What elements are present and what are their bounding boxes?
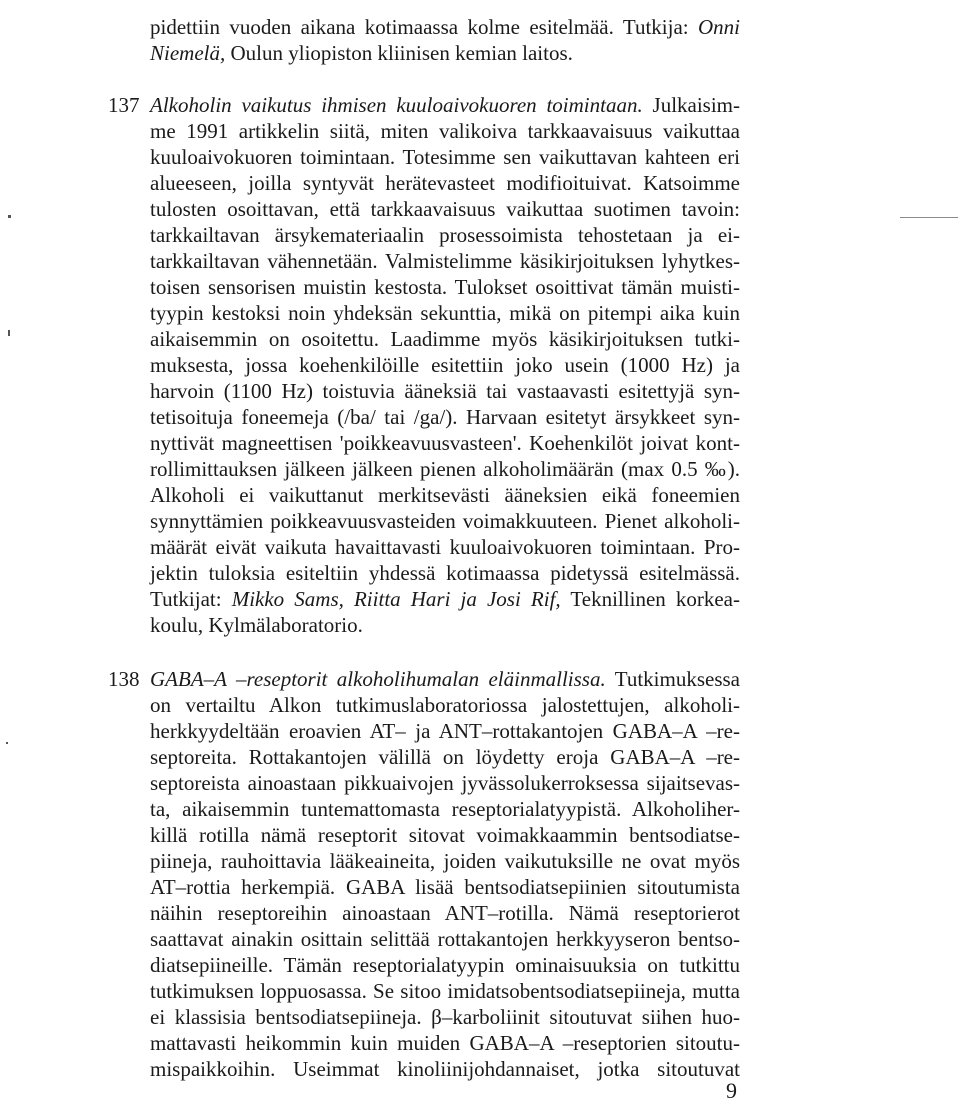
text-line: näihin reseptoreihin ainoastaan ANT–rotilla. Nämä reseptorierot bbox=[150, 901, 740, 925]
text-line: Alkoholi ei vaikuttanut merkitsevästi ääneksien eikä foneemien bbox=[150, 483, 740, 507]
text-line: on vertailtu Alkon tutkimuslaboratoriossa jalostettujen, alkoholi- bbox=[150, 693, 740, 717]
text-line: herkkyydeltään eroavien AT– ja ANT–rottakantojen GABA–A –re- bbox=[150, 719, 740, 743]
text-line: rollimittauksen jälkeen jälkeen pienen alkoholimäärän (max 0.5 ‰). bbox=[150, 457, 740, 481]
text-line: Tutkijat: Mikko Sams, Riitta Hari ja Josi Rif, Teknillinen korkea- bbox=[150, 587, 740, 611]
text-line: Niemelä, Oulun yliopiston kliinisen kemian laitos. bbox=[150, 41, 573, 65]
entry-title-line: GABA–A –reseptorit alkoholihumalan eläinmallissa. Tutkimuksessa bbox=[150, 667, 740, 691]
text-line: tarkkailtavan vähennetään. Valmistelimme käsikirjoituksen lyhytkes- bbox=[150, 249, 740, 273]
text-line: nyttivät magneettisen 'poikkeavuusvasteen'. Koehenkilöt joivat kont- bbox=[150, 431, 740, 455]
text-line: tarkkailtavan ärsykemateriaalin prosessoimista tehostetaan ja ei- bbox=[150, 223, 740, 247]
text-line: tetisoituja foneemeja (/ba/ tai /ga/). Harvaan esitetyt ärsykkeet syn- bbox=[150, 405, 740, 429]
text-line: harvoin (1100 Hz) toistuvia ääneksiä tai vastaavasti esitettyjä syn- bbox=[150, 379, 740, 403]
text-line: AT–rottia herkempiä. GABA lisää bentsodiatsepiinien sitoutumista bbox=[150, 875, 740, 899]
text-line: jektin tuloksia esiteltiin yhdessä kotimaassa pidetyssä esitelmässä. bbox=[150, 561, 740, 585]
entry-title-line: Alkoholin vaikutus ihmisen kuuloaivokuoren toimintaan. Julkaisim- bbox=[150, 93, 741, 117]
entry-title: Alkoholin vaikutus ihmisen kuuloaivokuoren toimintaan. bbox=[150, 93, 643, 117]
text-line: ei klassisia bentsodiatsepiineja. β–karboliinit sitoutuvat siihen huo- bbox=[150, 1005, 740, 1029]
text-line: aikaisemmin on osoitettu. Laadimme myös käsikirjoituksen tutki- bbox=[150, 327, 740, 351]
text-line: ta, aikaisemmin tuntemattomasta reseptorialatyypistä. Alkoholiher- bbox=[150, 797, 740, 821]
text-line: septoreista ainoastaan pikkuaivojen jyvässolukerroksessa sijaitsevas- bbox=[150, 771, 740, 795]
text-line: saattavat ainakin osittain selittää rottakantojen herkkyyseron bentso- bbox=[150, 927, 740, 951]
scan-mark bbox=[8, 330, 10, 336]
scan-mark bbox=[6, 742, 8, 744]
text-line: synnyttämien poikkeavuusvasteiden voimakkuuteen. Pienet alkoholi- bbox=[150, 509, 740, 533]
text-line: mattavasti heikommin kuin muiden GABA–A –reseptorien sitoutu- bbox=[150, 1031, 740, 1055]
scan-mark bbox=[900, 217, 958, 218]
entry-number: 138 bbox=[108, 667, 140, 691]
text-line: alueeseen, joilla syntyvät herätevasteet modifioituivat. Katsoimme bbox=[150, 171, 740, 195]
text-line: muksesta, jossa koehenkilöille esitettiin joko usein (1000 Hz) ja bbox=[150, 353, 740, 377]
page-number: 9 bbox=[726, 1078, 737, 1103]
text-line: toisen sensorisen muistin kestosta. Tulokset osoittivat tämän muisti- bbox=[150, 275, 740, 299]
text-line: mispaikkoihin. Useimmat kinoliinijohdannaiset, jotka sitoutuvat bbox=[150, 1057, 740, 1081]
text-line: me 1991 artikkelin siitä, miten valikoiva tarkkaavaisuus vaikuttaa bbox=[150, 119, 740, 143]
entry-title: GABA–A –reseptorit alkoholihumalan eläinmallissa. bbox=[150, 667, 606, 691]
text-line: diatsepiineille. Tämän reseptorialatyypin ominaisuuksia on tutkittu bbox=[150, 953, 740, 977]
text-line: pidettiin vuoden aikana kotimaassa kolme esitelmää. Tutkija: Onni bbox=[150, 15, 740, 39]
text-line: tyypin kestoksi noin yhdeksän sekunttia, mikä on pitempi aika kuin bbox=[150, 301, 740, 325]
text-line: määrät eivät vaikuta havaittavasti kuuloaivokuoren toimintaan. Pro- bbox=[150, 535, 740, 559]
text-line: tulosten osoittavan, että tarkkaavaisuus vaikuttaa suotimen tavoin: bbox=[150, 197, 740, 221]
text-line: killä rotilla nämä reseptorit sitovat voimakkaammin bentsodiatse- bbox=[150, 823, 740, 847]
text-line: kuuloaivokuoren toimintaan. Totesimme sen vaikuttavan kahteen eri bbox=[150, 145, 740, 169]
entry-number: 137 bbox=[108, 93, 140, 117]
text-line: tutkimuksen loppuosassa. Se sitoo imidatsobentsodiatsepiineja, mutta bbox=[150, 979, 740, 1003]
text-line: piineja, rauhoittavia lääkeaineita, joiden vaikutuksille ne ovat myös bbox=[150, 849, 740, 873]
researchers: Mikko Sams, Riitta Hari ja Josi Rif, bbox=[231, 587, 561, 611]
text-line: koulu, Kylmälaboratorio. bbox=[150, 613, 363, 637]
scan-mark bbox=[8, 215, 11, 218]
text-line: septoreita. Rottakantojen välillä on löydetty eroja GABA–A –re- bbox=[150, 745, 740, 769]
